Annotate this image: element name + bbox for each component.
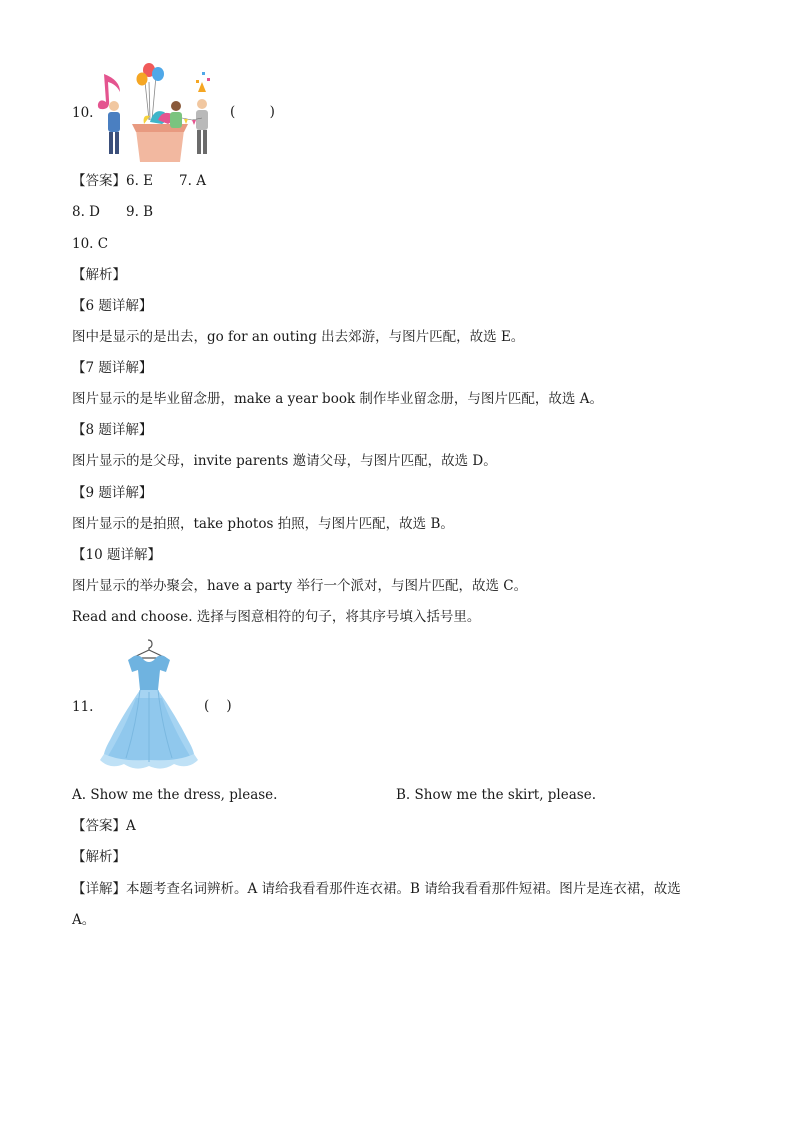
detail-10-heading: 【10 题详解】 <box>72 547 161 563</box>
q11-number: 11. <box>72 699 94 715</box>
detail-8-heading: 【8 题详解】 <box>72 422 153 438</box>
answer-6: 6. E <box>126 173 154 189</box>
detail-11-text-line1: 【详解】本题考查名词辨析。A 请给我看看那件连衣裙。B 请给我看看那件短裙。图片是连衣裙，故选 <box>72 881 681 897</box>
answer-label: 【答案】 <box>72 173 126 189</box>
answers1-line2 <box>72 203 153 221</box>
answer-10: 10. C <box>72 236 109 252</box>
detail-6-heading: 【6 题详解】 <box>72 298 153 314</box>
dress-illustration <box>96 636 202 772</box>
detail-9-heading: 【9 题详解】 <box>72 485 153 501</box>
detail-7-heading: 【7 题详解】 <box>72 360 153 376</box>
read-and-choose-instruction: Read and choose. 选择与图意相符的句子，将其序号填入括号里。 <box>72 609 481 625</box>
answers1-line1 <box>72 172 206 190</box>
analysis-heading-1: 【解析】 <box>72 267 126 283</box>
answer-9: 9. B <box>126 204 154 220</box>
option-b: B. Show me the skirt, please. <box>396 787 596 803</box>
answer-11: 【答案】A <box>72 818 136 834</box>
dress-bodice <box>128 656 170 691</box>
balloon-orange <box>137 73 148 86</box>
q11-answer-paren: ( ) <box>204 698 232 714</box>
detail-8-text: 图片显示的是父母，invite parents 邀请父母，与图片匹配，故选 D。 <box>72 453 497 469</box>
option-a: A. Show me the dress, please. <box>72 787 278 803</box>
detail-7-text: 图片显示的是毕业留念册，make a year book 制作毕业留念册，与图片匹配，故选 A。 <box>72 391 603 407</box>
detail-9-text: 图片显示的是拍照，take photos 拍照，与图片匹配，故选 B。 <box>72 516 454 532</box>
detail-10-text: 图片显示的举办聚会，have a party 举行一个派对，与图片匹配，故选 C。 <box>72 578 528 594</box>
detail-11-text-line2: A。 <box>72 912 96 928</box>
detail-6-text: 图中是显示的是出去，go for an outing 出去郊游，与图片匹配，故选 E。 <box>72 329 525 345</box>
party-illustration <box>92 62 220 162</box>
q10-answer-paren: ( ) <box>230 104 275 120</box>
q10-number: 10. <box>72 105 94 121</box>
answer-7: 7. A <box>179 173 206 189</box>
balloon-blue <box>152 67 164 81</box>
analysis-heading-2: 【解析】 <box>72 849 126 865</box>
hanger-icon <box>148 640 152 650</box>
answer-8: 8. D <box>72 204 100 220</box>
